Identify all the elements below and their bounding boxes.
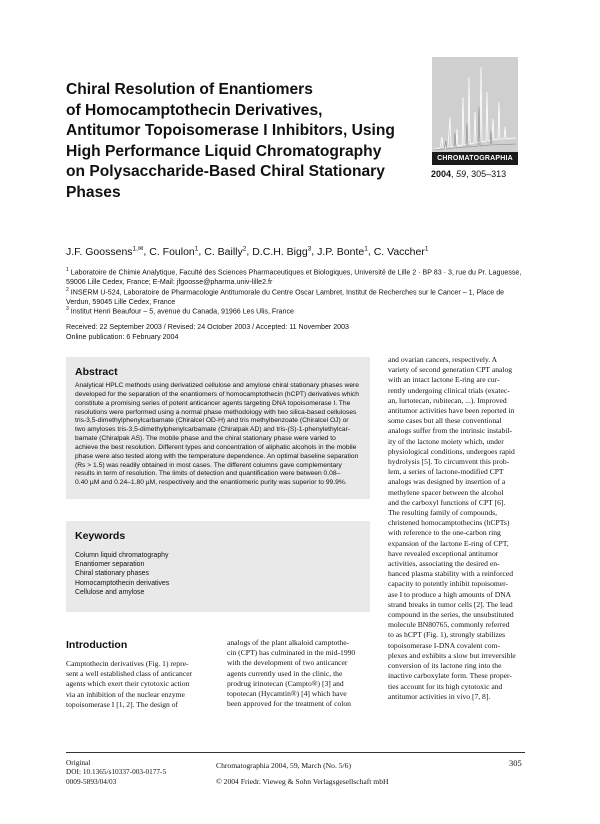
- author-affiliation-mark: 3: [307, 245, 312, 252]
- text-line: to as hCPT (Fig. 1), strongly stabilizes: [388, 630, 506, 640]
- text-line: topoisomerase I [1, 2]. The design of: [66, 699, 179, 709]
- text-line: topotecan (Hycamtin®) [4] which have: [227, 689, 347, 699]
- author: [149, 246, 198, 258]
- author-name: C. Vaccher: [373, 245, 425, 258]
- keywords-heading: Keywords: [75, 530, 126, 542]
- text-line: and ovarian cancers, respectively. A: [388, 355, 498, 364]
- text-line: with an intact lactone E-ring are cur-: [388, 375, 500, 385]
- footer-issn: 0009-5893/04/03: [66, 776, 117, 786]
- author: [252, 246, 311, 258]
- text-line: expansion of the lactone E-ring of CPT,: [388, 538, 509, 548]
- author: [204, 246, 246, 258]
- author-affiliation-mark: 1: [364, 245, 368, 252]
- abstract-line: Analytical HPLC methods using derivatized cellulose and amylose chiral stationary phases were: [75, 382, 359, 389]
- affiliation-1-line-2: 59006 Lille Cedex, France; E-Mail: jfgoosse@pharma.univ-lille2.fr: [66, 277, 273, 286]
- text-line: some cases but all these conventional: [388, 416, 502, 426]
- author-name: J.F. Goossens: [66, 245, 133, 258]
- text-line: analogs was designed by insertion of a: [388, 477, 506, 487]
- text-line: with reference to the one-carbon ring: [388, 528, 501, 538]
- text-line: ase I to produce a high amounts of DNA: [388, 589, 512, 599]
- text-line: hydrolysis [5]. To circumvent this prob-: [388, 457, 510, 467]
- author-name: C. Bailly: [204, 245, 243, 258]
- text-line: agents which exert their cytotoxic action: [66, 679, 190, 689]
- affiliation-2: $^2$ INSERM U-524, Laboratoire de Pharmacologie Antitumorale du Centre Oscar Lambret, Institut de Recherches sur le Cancer – 1, Place de Verdun, 59045 Lille Cedex, France: [66, 287, 505, 306]
- text-line: Camptothecin derivatives (Fig. 1) repre-: [66, 659, 189, 668]
- author-list: J.F. Goossens$^{1,✉}$, C. Foulon$^1$, C. Bailly$^2$, D.C.H. Bigg$^3$, J.P. Bonte$^1$, C. Vaccher$^1$: [66, 245, 429, 258]
- abstract-heading: Abstract: [75, 366, 118, 378]
- affiliation-3: $^3$ Institut Henri Beaufour – 5, avenue du Canada, 91966 Les Ulis, France: [66, 306, 294, 316]
- text-line: via an inhibition of the nuclear enzyme: [66, 689, 185, 699]
- title-line: Chiral Resolution of Enantiomers: [66, 81, 313, 98]
- text-line: activities, associating the desired en-: [388, 559, 500, 569]
- text-line: and the carboxyl functions of CPT [6].: [388, 497, 506, 507]
- text-line: agents currently used in the clinic, the: [227, 668, 343, 678]
- publication-dates: [66, 323, 349, 342]
- author-affiliation-mark: 2: [242, 245, 247, 252]
- affiliation-1-line-1: Laboratoire de Chimie Analytique, Faculté des Sciences Pharmaceutiques et Biologiques, Université de Lille 2 · BP 83 · 3, rue du Pr. Laguesse,: [70, 268, 522, 277]
- keyword-item: Homocamptothecin derivatives: [75, 579, 170, 587]
- citation-year: 2004: [431, 169, 452, 179]
- footer-doi-block: [66, 758, 166, 786]
- abstract-line: 0.40 µM and 0.24–1.80 µM, respectively and the enantiomeric purity was superior to 99.9%.: [75, 479, 347, 487]
- text-line: sent a well established class of anticancer: [66, 669, 193, 679]
- footer-journal-line: Chromatographia 2004, 59, March (No. 5/6): [216, 761, 351, 770]
- affiliation-3-line-1: Institut Henri Beaufour – 5, avenue du Canada, 91966 Les Ulis, France: [70, 307, 294, 316]
- text-line: ity of the lactone moiety which, under: [388, 436, 504, 446]
- title-line: Antitumor Topoisomerase I Inhibitors, Using: [66, 122, 395, 139]
- title-line: on Polysaccharide-Based Chiral Stationary: [66, 163, 385, 180]
- title-line: of Homocamptothecin Derivatives,: [66, 101, 323, 119]
- title-line: Phases: [66, 183, 121, 201]
- text-line: strand breaks in tumor cells [2]. The lead: [388, 599, 513, 609]
- author-name: J.P. Bonte: [317, 245, 365, 258]
- text-line: inactive carboxylate form. These proper-: [388, 671, 512, 681]
- text-line: antitumor activities in vivo [7, 8].: [388, 691, 491, 701]
- text-line: variety of second generation CPT analog: [388, 365, 513, 375]
- received-dates: Received: 22 September 2003 / Revised: 24 October 2003 / Accepted: 11 November 2003: [66, 323, 350, 331]
- text-line: with the development of two anticancer: [227, 658, 348, 668]
- text-line: cin (CPT) has culminated in the mid-1990: [227, 648, 356, 658]
- author-affiliation-mark: 1,✉: [132, 245, 144, 252]
- keyword-item: Enantiomer separation: [75, 561, 145, 569]
- footer-doi: DOI: 10.1365/s10337-003-0177-5: [66, 767, 167, 777]
- citation-volume: 59: [456, 169, 467, 179]
- abstract-line: phase were also tested along with the temperature dependence. An optimal baseline separation: [75, 452, 359, 460]
- author-affiliation-mark: 1: [424, 245, 429, 252]
- text-line: conversion of its lactone ring into the: [388, 661, 502, 671]
- keyword-item: Cellulose and amylose: [75, 588, 145, 596]
- text-line: physiological conditions, undergoes rapid: [388, 446, 515, 456]
- text-line: plexes and exhibits a slow but irreversible: [388, 650, 516, 660]
- text-line: lem, a series of lactone-modified CPT: [388, 467, 504, 477]
- text-line: analogs of the plant alkaloid camptothe-: [227, 638, 350, 647]
- affiliation-1: $^1$ Laboratoire de Chimie Analytique, Faculté des Sciences Pharmaceutiques et Biologiques, Université de Lille 2 · BP 83 · 3, rue du Pr. Laguesse, 59006 Lille Cedex, France; E-Mail: jfgoosse@pharma.univ-lille2.fr: [66, 267, 522, 286]
- text-line: an, lurtotecan, rubitecan, ...). Improved: [388, 395, 507, 405]
- page-number: 305: [509, 758, 522, 768]
- journal-name: CHROMATOGRAPHIA: [432, 152, 518, 165]
- footer-rule: [66, 752, 525, 753]
- abstract-line: tris-3,5-dimethylphenylcarbamate (Chiralcel OD-H) and tris methylbenzoate (Chiralcel OJ) or: [75, 417, 349, 425]
- affiliation-2-line-2: Verdun, 59045 Lille Cedex, France: [66, 297, 176, 306]
- author: [66, 246, 143, 258]
- title-line: High Performance Liquid Chromatography: [66, 142, 382, 160]
- text-line: prodrug irinotecan (Campto®) [3] and: [227, 678, 344, 688]
- chromatogram-graphic: [432, 57, 518, 152]
- footer-copyright: © 2004 Friedr. Vieweg & Sohn Verlagsgesellschaft mbH: [216, 776, 389, 786]
- text-line: antitumor activities have been reported in: [388, 406, 515, 416]
- abstract-box: [66, 357, 370, 499]
- text-line: christened homocamptothecins (hCPTs): [388, 518, 510, 528]
- keywords-list: [75, 551, 169, 597]
- author-name: C. Foulon: [149, 245, 195, 258]
- text-line: The resulting family of compounds,: [388, 508, 498, 518]
- abstract-line: two amyloses tris-3,5-dimethylphenylcarbamate (Chiralpak AD) and tris-(S)-1-phenylethylcar-: [75, 426, 351, 434]
- abstract-line: developed for the separation of the enantiomers of homocamptothecin (hCPT) derivatives which: [75, 390, 359, 398]
- article-title: [66, 80, 406, 203]
- journal-citation: 2004, 59, 305–313: [431, 169, 507, 179]
- author: [317, 246, 368, 258]
- text-line: analogs suffer from the intrinsic instabil-: [388, 426, 513, 436]
- footer-journal-info: [216, 758, 389, 789]
- keyword-item: Chiral stationary phases: [75, 570, 149, 578]
- online-date: Online publication: 6 February 2004: [66, 332, 179, 341]
- right-column-text: [388, 355, 516, 702]
- introduction-column-2: [227, 638, 355, 709]
- text-line: been approved for the treatment of colon: [227, 699, 351, 709]
- abstract-line: bamate (Chiralpak AS). The mobile phase and the chiral stationary phase were varied to: [75, 435, 336, 443]
- text-line: topoisomerase I-DNA covalent com-: [388, 640, 500, 650]
- footer-type: Original: [66, 758, 91, 767]
- citation-pages: 305–313: [471, 169, 507, 179]
- text-line: have revealed exceptional antitumor: [388, 548, 499, 558]
- introduction-column-1: [66, 659, 192, 710]
- text-line: methylene spacer between the alcohol: [388, 487, 504, 497]
- journal-logo: [432, 57, 518, 165]
- author-name: D.C.H. Bigg: [252, 245, 308, 258]
- abstract-line: (Rs > 1.5) was readily obtained in most cases. The different columns gave complementary: [75, 461, 342, 469]
- author-affiliation-mark: 1: [194, 245, 199, 252]
- text-line: rently undergoing clinical trials (exatec-: [388, 385, 510, 395]
- keywords-box: [66, 521, 370, 612]
- text-line: molecule BN80765, commonly referred: [388, 620, 510, 630]
- keyword-item: Column liquid chromatography: [75, 552, 169, 559]
- text-line: capacity to potently inhibit topoisomer-: [388, 579, 509, 589]
- author: [374, 246, 429, 258]
- text-line: compound in the series, the unsubstituted: [388, 610, 514, 620]
- abstract-line: resolutions were performed using a normal phase methodology with two silica-based celluloses: [75, 408, 357, 416]
- abstract-text: [75, 382, 361, 488]
- introduction-heading: Introduction: [66, 639, 128, 651]
- text-line: hanced plasma stability with a reinforced: [388, 569, 514, 579]
- abstract-line: results in term of resolution. The limits of detection and quantification were between 0.08–: [75, 470, 341, 478]
- abstract-line: achieve the best resolution. Different types and concentration of aliphatic alcohols in the mobile: [75, 443, 357, 451]
- affiliation-2-line-1: INSERM U-524, Laboratoire de Pharmacologie Antitumorale du Centre Oscar Lambret, Institut de Recherches sur le Cancer – 1, Place de: [70, 288, 505, 297]
- abstract-line: constitute a promising series of potent anticancer agents targeting DNA topoisomerase I. The: [75, 399, 351, 407]
- text-line: ties account for its high cytotoxic and: [388, 681, 503, 691]
